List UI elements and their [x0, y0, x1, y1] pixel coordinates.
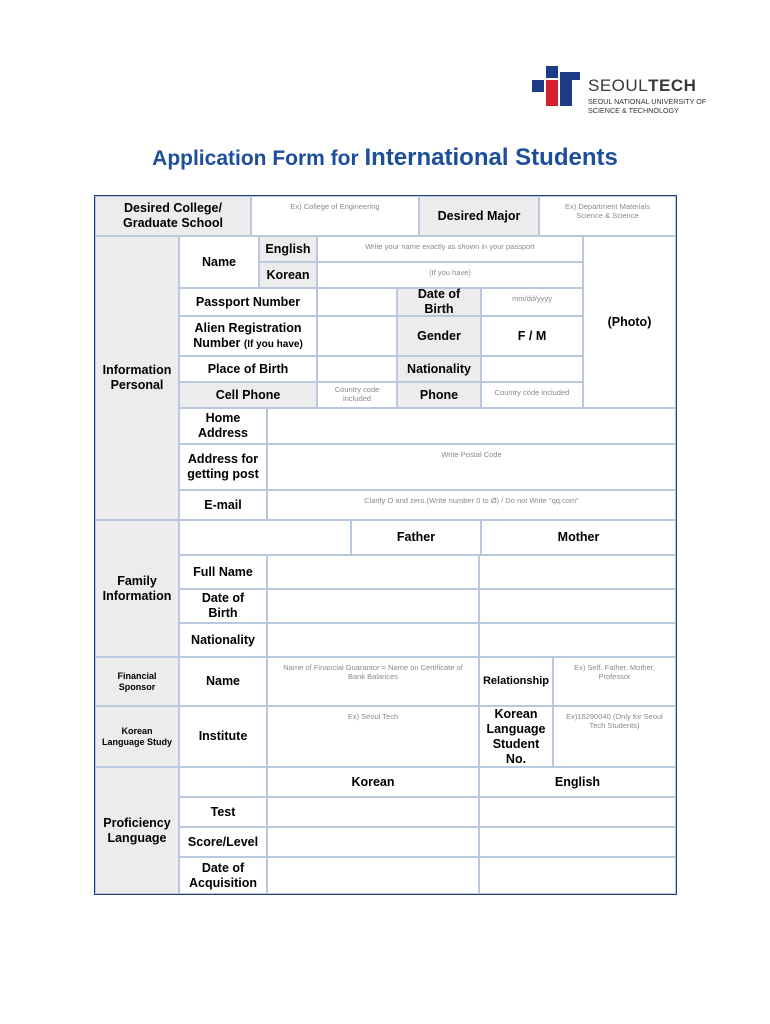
english-test-field[interactable]	[479, 797, 676, 827]
mother-full-name-field[interactable]	[479, 555, 676, 589]
father-nationality-field[interactable]	[267, 623, 479, 657]
korean-doa-field[interactable]	[267, 857, 479, 894]
phone-label: Phone	[397, 382, 481, 408]
mother-dob-field[interactable]	[479, 589, 676, 623]
alien-registration-field[interactable]	[317, 316, 397, 356]
father-full-name-field[interactable]	[267, 555, 479, 589]
english-header: English	[479, 767, 676, 797]
korean-test-field[interactable]	[267, 797, 479, 827]
passport-number-label: Passport Number	[179, 288, 317, 316]
father-header: Father	[351, 520, 481, 555]
family-nationality-label: Nationality	[179, 623, 267, 657]
nationality-field[interactable]	[481, 356, 583, 382]
brand-name: SEOULTECH	[588, 76, 697, 95]
passport-number-field[interactable]	[317, 288, 397, 316]
english-name-label: English	[259, 236, 317, 262]
korean-name-field[interactable]: (If you have)	[317, 262, 583, 288]
post-address-label: Address for getting post	[179, 444, 267, 490]
proficiency-section-label: Proficiency Language	[95, 767, 179, 894]
mother-header: Mother	[481, 520, 676, 555]
institute-field[interactable]: Ex) Seoul Tech	[267, 706, 479, 767]
university-name-line2: SCIENCE & TECHNOLOGY	[588, 106, 679, 115]
english-name-field[interactable]: Write your name exactly as shown in your passport	[317, 236, 583, 262]
gender-label: Gender	[397, 316, 481, 356]
dob-label: Date of Birth	[397, 288, 481, 316]
student-no-label: Korean Language Student No.	[479, 706, 553, 767]
korean-study-section-label: Korean Language Study	[95, 706, 179, 767]
sponsor-name-field[interactable]: Name of Financial Guarantor = Name on Certificate of Bank Balances	[267, 657, 479, 706]
university-name-line1: SEOUL NATIONAL UNIVERSITY OF	[588, 97, 707, 106]
family-dob-label: Date of Birth	[179, 589, 267, 623]
post-address-field[interactable]: Write Postal Code	[267, 444, 676, 490]
date-of-acquisition-label: Date of Acquisition	[179, 857, 267, 894]
korean-name-label: Korean	[259, 262, 317, 288]
test-label: Test	[179, 797, 267, 827]
cell-phone-field[interactable]: Country code included	[317, 382, 397, 408]
email-label: E-mail	[179, 490, 267, 520]
application-form	[94, 195, 677, 895]
student-no-field[interactable]: Ex)16290040 (Only for Seoul Tech Students)	[553, 706, 676, 767]
home-address-field[interactable]	[267, 408, 676, 444]
seoultech-logo-icon	[532, 66, 580, 106]
relationship-label: Relationship	[479, 657, 553, 706]
english-doa-field[interactable]	[479, 857, 676, 894]
sponsor-name-label: Name	[179, 657, 267, 706]
home-address-label: Home Address	[179, 408, 267, 444]
alien-registration-label: Alien Registration Number (If you have)	[179, 316, 317, 356]
korean-score-field[interactable]	[267, 827, 479, 857]
gender-field[interactable]: F / M	[481, 316, 583, 356]
mother-nationality-field[interactable]	[479, 623, 676, 657]
proficiency-header-blank	[179, 767, 267, 797]
family-info-section-label: Family Information	[95, 520, 179, 657]
cell-phone-label: Cell Phone	[179, 382, 317, 408]
personal-info-section-label: Information Personal	[95, 236, 179, 520]
family-header-blank	[179, 520, 351, 555]
english-score-field[interactable]	[479, 827, 676, 857]
financial-sponsor-section-label: Financial Sponsor	[95, 657, 179, 706]
email-field[interactable]: Clarify O and zero.(Write number 0 to Ø) / Do not Write "qq.com"	[267, 490, 676, 520]
korean-header: Korean	[267, 767, 479, 797]
desired-major-label: Desired Major	[419, 196, 539, 236]
photo-box[interactable]: (Photo)	[583, 236, 676, 408]
father-dob-field[interactable]	[267, 589, 479, 623]
desired-college-label: Desired College/ Graduate School	[95, 196, 251, 236]
score-level-label: Score/Level	[179, 827, 267, 857]
page-title: Application Form for International Students	[152, 144, 618, 171]
phone-field[interactable]: Country code included	[481, 382, 583, 408]
place-of-birth-field[interactable]	[317, 356, 397, 382]
desired-college-field[interactable]: Ex) College of Engineering	[251, 196, 419, 236]
name-label: Name	[179, 236, 259, 288]
desired-major-field[interactable]: Ex) Department Materials Science & Science	[539, 196, 676, 236]
full-name-label: Full Name	[179, 555, 267, 589]
nationality-label: Nationality	[397, 356, 481, 382]
place-of-birth-label: Place of Birth	[179, 356, 317, 382]
seoultech-logo	[532, 64, 712, 120]
dob-field[interactable]: mm/dd/yyyy	[481, 288, 583, 316]
relationship-field[interactable]: Ex) Self, Father, Mother, Professor	[553, 657, 676, 706]
institute-label: Institute	[179, 706, 267, 767]
